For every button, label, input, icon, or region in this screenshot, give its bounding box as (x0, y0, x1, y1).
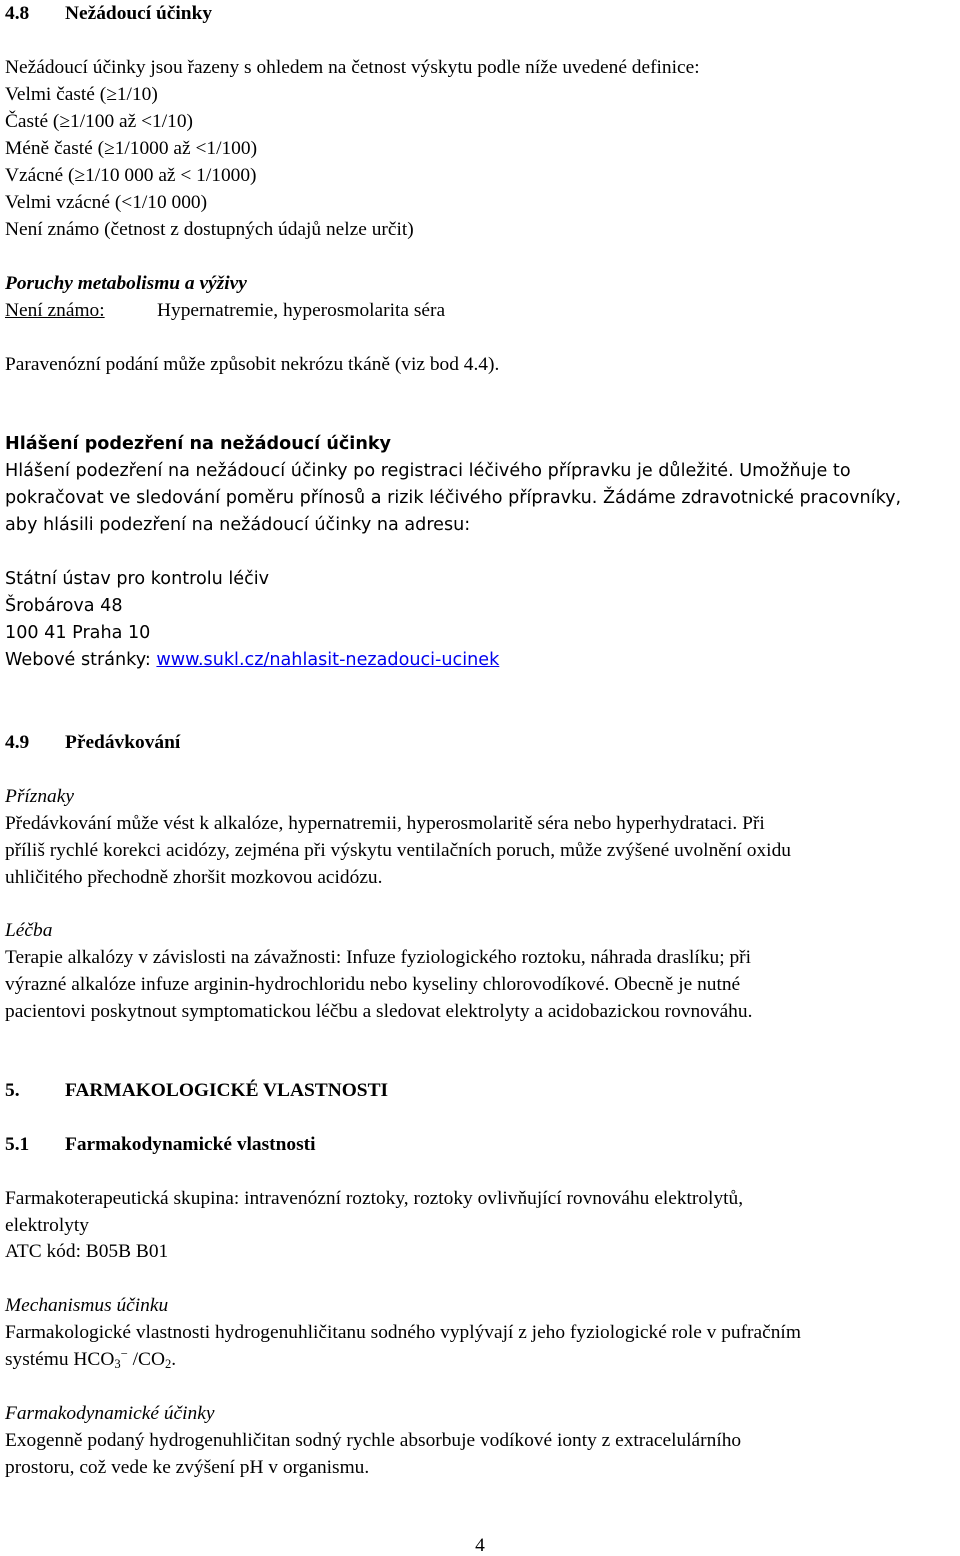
page-number: 4 (475, 1535, 485, 1556)
website-label: Webové stránky: (5, 650, 157, 670)
reporting-text: pokračovat ve sledování poměru přínosů a rizik léčivého přípravku. Žádáme zdravotnické pracovníky, (5, 488, 902, 508)
section-heading-5-1 (5, 1135, 315, 1154)
address-line: 100 41 Praha 10 (5, 623, 151, 643)
frequency-label: Není známo: (5, 300, 105, 321)
section-heading-4-8 (5, 4, 212, 23)
frequency-item: Méně časté (≥1/1000 až <1/100) (5, 138, 258, 159)
section-number: 5.1 (5, 1134, 30, 1155)
frequency-item: Vzácné (≥1/10 000 až < 1/1000) (5, 165, 257, 186)
mechanism-text (5, 1346, 177, 1372)
treatment-text: Terapie alkalózy v závislosti na závažnosti: Infuze fyziologického roztoku, náhrada draslíku; při (5, 947, 751, 968)
pharmaco-group: Farmakoterapeutická skupina: intravenózní roztoky, roztoky ovlivňující rovnováhu elektrolytů, (5, 1188, 744, 1209)
website-row (5, 652, 499, 670)
pd-effects-text: Exogenně podaný hydrogenuhličitan sodný rychle absorbuje vodíkové ionty z extracelulárního (5, 1430, 742, 1451)
subscript: 2 (164, 1357, 172, 1372)
symptoms-text: příliš rychlé korekci acidózy, zejména při výskytu ventilačních poruch, může zvýšené uvolnění oxidu (5, 840, 791, 861)
pd-effects-heading: Farmakodynamické účinky (5, 1403, 215, 1424)
section-title: Nežádoucí účinky (65, 3, 213, 24)
section-number: 4.9 (5, 732, 30, 753)
frequency-item: Není známo (četnost z dostupných údajů nelze určit) (5, 219, 414, 240)
reporting-text: aby hlásili podezření na nežádoucí účinky na adresu: (5, 515, 471, 535)
address-line: Státní ústav pro kontrolu léčiv (5, 569, 270, 589)
adverse-effect-row (5, 301, 445, 320)
website-link[interactable]: www.sukl.cz/nahlasit-nezadouci-ucinek (156, 650, 500, 670)
frequency-item: Velmi časté (≥1/10) (5, 84, 158, 105)
section-title: Předávkování (65, 732, 181, 753)
intro-text: Nežádoucí účinky jsou řazeny s ohledem na četnost výskytu podle níže uvedené definice: (5, 57, 700, 78)
superscript: − (120, 1346, 128, 1361)
treatment-text: pacientovi poskytnout symptomatickou léčbu a sledovat elektrolyty a acidobazickou rovnováhu. (5, 1001, 753, 1022)
symptoms-text: Předávkování může vést k alkalóze, hypernatremii, hyperosmolaritě séra nebo hyperhydrataci. Při (5, 813, 765, 834)
section-title: Farmakodynamické vlastnosti (65, 1134, 316, 1155)
pd-effects-text: prostoru, což vede ke zvýšení pH v organismu. (5, 1457, 370, 1478)
mechanism-text-end: . (171, 1349, 177, 1370)
mechanism-heading: Mechanismus účinku (5, 1295, 169, 1316)
paravenous-note: Paravenózní podání může způsobit nekrózu tkáně (viz bod 4.4). (5, 354, 500, 375)
symptoms-text: uhličitého přechodně zhoršit mozkovou acidózu. (5, 867, 383, 888)
reporting-heading: Hlášení podezření na nežádoucí účinky (5, 434, 392, 454)
section-title: FARMAKOLOGICKÉ VLASTNOSTI (65, 1080, 389, 1101)
organ-class-heading: Poruchy metabolismu a výživy (5, 273, 247, 294)
treatment-heading: Léčba (5, 920, 53, 941)
section-heading-4-9 (5, 733, 180, 752)
subscript: 3 (114, 1357, 121, 1372)
reporting-text: Hlášení podezření na nežádoucí účinky po registraci léčivého přípravku je důležité. Umožňuje to (5, 461, 851, 481)
address-line: Šrobárova 48 (5, 596, 123, 616)
atc-code: ATC kód: B05B B01 (5, 1241, 169, 1262)
mechanism-text-mid: /CO (127, 1349, 165, 1370)
frequency-item: Velmi vzácné (<1/10 000) (5, 192, 208, 213)
mechanism-text-start: systému HCO (5, 1349, 115, 1370)
adverse-effects: Hypernatremie, hyperosmolarita séra (157, 300, 446, 321)
frequency-item: Časté (≥1/100 až <1/10) (5, 111, 193, 132)
pharmaco-group: elektrolyty (5, 1215, 90, 1236)
mechanism-text: Farmakologické vlastnosti hydrogenuhličitanu sodného vyplývají z jeho fyziologické role v pufračním (5, 1322, 801, 1343)
treatment-text: výrazné alkalóze infuze arginin-hydrochloridu nebo kyseliny chlorovodíkové. Obecně je nutné (5, 974, 741, 995)
section-number: 4.8 (5, 3, 30, 24)
chapter-heading-5 (5, 1081, 388, 1100)
symptoms-heading: Příznaky (5, 786, 74, 807)
section-number: 5. (5, 1080, 20, 1101)
